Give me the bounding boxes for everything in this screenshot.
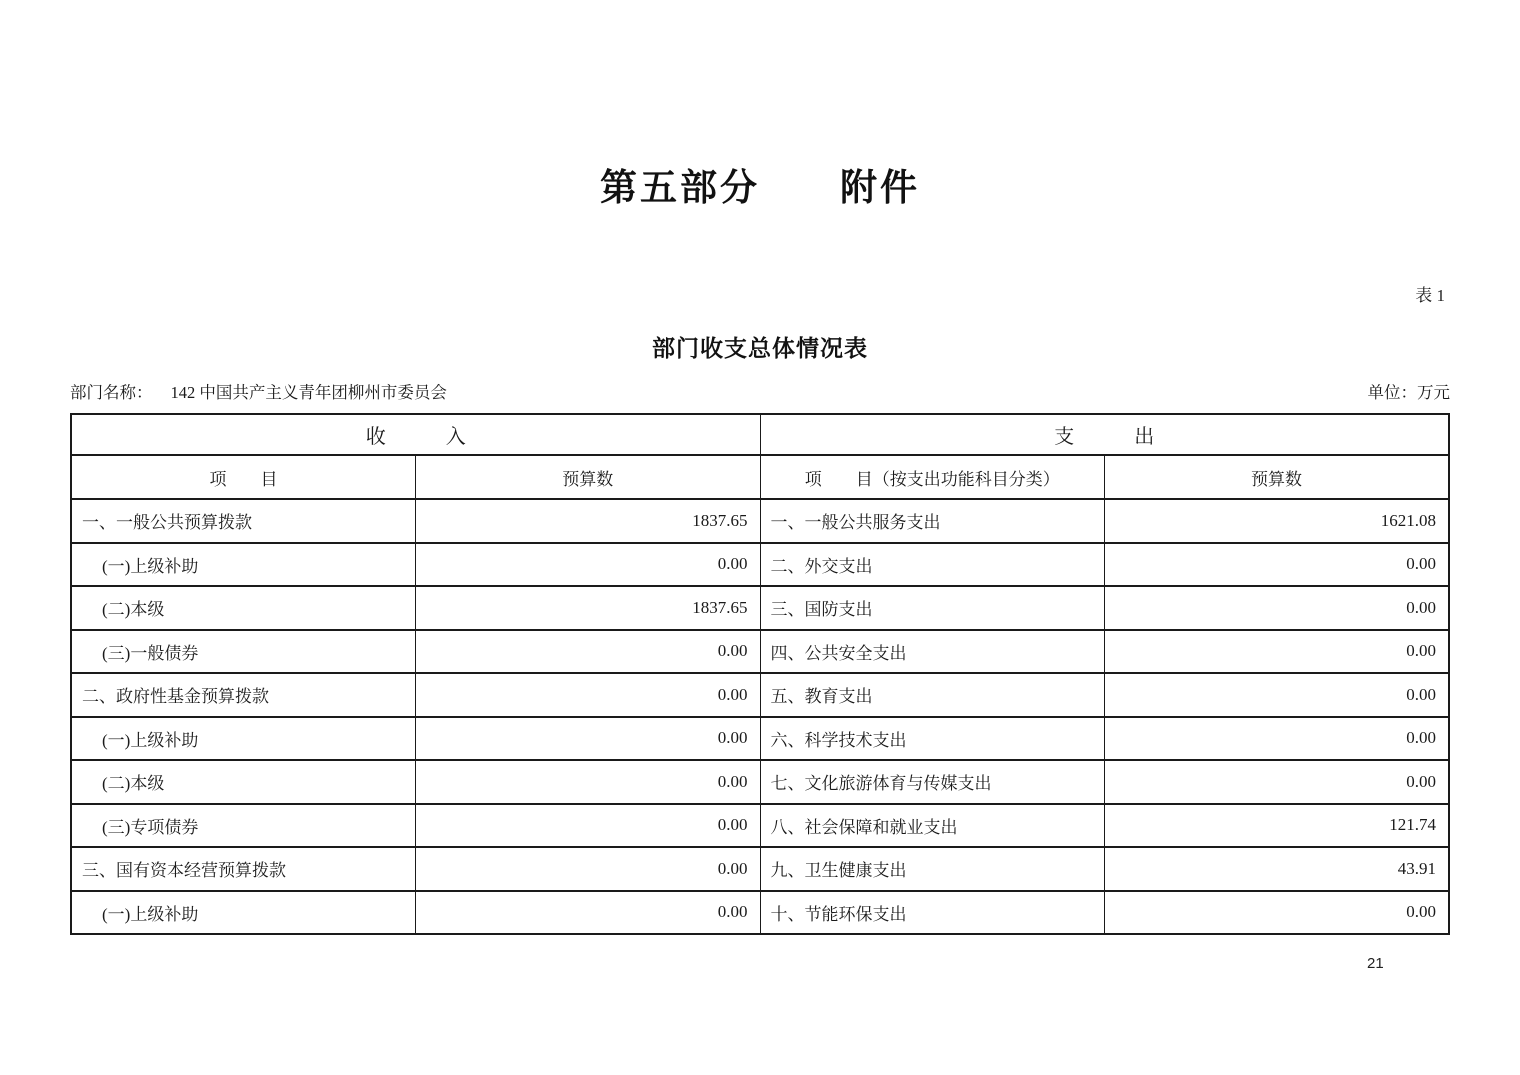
table-row: [71, 891, 1449, 935]
table-row: [71, 499, 1449, 543]
table-row: [71, 630, 1449, 674]
column-header-row: [71, 455, 1449, 499]
income-value-cell: 0.00: [416, 543, 761, 587]
table-title: 部门收支总体情况表: [652, 335, 868, 361]
expenditure-value-cell: 121.74: [1105, 804, 1450, 848]
income-value-cell: 0.00: [416, 891, 761, 935]
section-header-row: [71, 414, 1449, 455]
table-row: [71, 673, 1449, 717]
income-item-cell: 三、国有资本经营预算拨款: [71, 847, 416, 891]
income-item-cell: (二)本级: [71, 760, 416, 804]
income-budget-column-header: 预算数: [416, 455, 761, 499]
expenditure-item-cell: 八、社会保障和就业支出: [760, 804, 1105, 848]
expenditure-value-cell: 0.00: [1105, 673, 1450, 717]
expenditure-item-cell: 三、国防支出: [760, 586, 1105, 630]
table-row: [71, 804, 1449, 848]
income-value-cell: 0.00: [416, 673, 761, 717]
income-value-cell: 1837.65: [416, 499, 761, 543]
expenditure-value-cell: 43.91: [1105, 847, 1450, 891]
expenditure-value-cell: 0.00: [1105, 543, 1450, 587]
income-item-cell: 一、一般公共预算拨款: [71, 499, 416, 543]
income-item-cell: (一)上级补助: [71, 891, 416, 935]
budget-table-body: [71, 499, 1449, 934]
expenditure-budget-column-header: 预算数: [1105, 455, 1450, 499]
department-name: [70, 379, 447, 403]
expenditure-value-cell: 1621.08: [1105, 499, 1450, 543]
income-value-cell: 0.00: [416, 847, 761, 891]
expenditure-value-cell: 0.00: [1105, 760, 1450, 804]
table-row: [71, 847, 1449, 891]
expenditure-item-cell: 四、公共安全支出: [760, 630, 1105, 674]
income-item-cell: (二)本级: [71, 586, 416, 630]
income-value-cell: 0.00: [416, 630, 761, 674]
expenditure-item-cell: 一、一般公共服务支出: [760, 499, 1105, 543]
income-item-column-header: 项 目: [71, 455, 416, 499]
expenditure-item-cell: 十、节能环保支出: [760, 891, 1105, 935]
expenditure-item-cell: 五、教育支出: [760, 673, 1105, 717]
expenditure-item-cell: 七、文化旅游体育与传媒支出: [760, 760, 1105, 804]
table-meta-row: [70, 379, 1450, 403]
table-number-label: 表 1: [1415, 286, 1445, 305]
expenditure-item-cell: 二、外交支出: [760, 543, 1105, 587]
expenditure-section-header: 支 出: [760, 414, 1449, 455]
income-value-cell: 0.00: [416, 804, 761, 848]
income-value-cell: 0.00: [416, 717, 761, 761]
unit-label: 单位：万元: [1367, 383, 1450, 402]
page-number: 21: [1367, 955, 1384, 972]
expenditure-value-cell: 0.00: [1105, 717, 1450, 761]
income-item-cell: (三)专项债券: [71, 804, 416, 848]
budget-table: [70, 413, 1450, 935]
department-name-label: 部门名称：: [70, 383, 153, 402]
table-row: [71, 717, 1449, 761]
expenditure-value-cell: 0.00: [1105, 891, 1450, 935]
income-item-cell: (三)一般债券: [71, 630, 416, 674]
expenditure-value-cell: 0.00: [1105, 586, 1450, 630]
income-section-header: 收 入: [71, 414, 760, 455]
expenditure-item-cell: 九、卫生健康支出: [760, 847, 1105, 891]
expenditure-value-cell: 0.00: [1105, 630, 1450, 674]
budget-table-head: [71, 414, 1449, 499]
department-name-value: 142 中国共产主义青年团柳州市委员会: [170, 383, 447, 402]
table-row: [71, 586, 1449, 630]
table-row: [71, 760, 1449, 804]
page-title: 第五部分 附件: [600, 167, 920, 208]
expenditure-item-column-header: 项 目（按支出功能科目分类）: [760, 455, 1105, 499]
expenditure-item-cell: 六、科学技术支出: [760, 717, 1105, 761]
income-value-cell: 0.00: [416, 760, 761, 804]
income-value-cell: 1837.65: [416, 586, 761, 630]
income-item-cell: (一)上级补助: [71, 717, 416, 761]
income-item-cell: 二、政府性基金预算拨款: [71, 673, 416, 717]
table-row: [71, 543, 1449, 587]
income-item-cell: (一)上级补助: [71, 543, 416, 587]
